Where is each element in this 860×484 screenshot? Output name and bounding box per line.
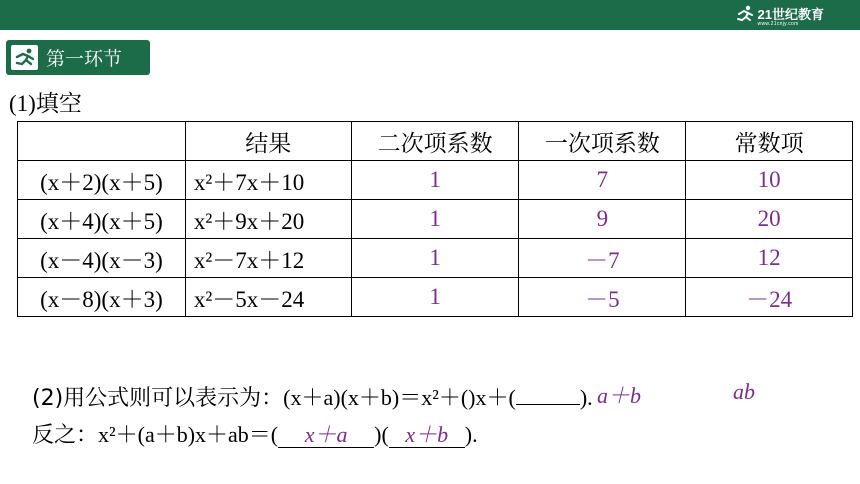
section-title: 第一环节: [46, 48, 123, 70]
question-2-end: ).: [579, 385, 593, 410]
table-row: [18, 200, 853, 239]
answer-factor-2: x＋b: [389, 423, 465, 448]
question-2-middle: )x＋(: [468, 385, 516, 410]
question-3-line: [32, 418, 478, 449]
quadratic-coef-cell: 1: [351, 239, 519, 278]
linear-coef-cell: －7: [519, 239, 686, 278]
header-cell-result: 结果: [185, 122, 351, 161]
header-cell-linear: 一次项系数: [519, 122, 686, 161]
result-cell: x²－7x＋12: [185, 239, 351, 278]
quadratic-coef-cell: 1: [351, 161, 519, 200]
expression-cell: (x－4)(x－3): [18, 239, 186, 278]
expression-cell: (x＋2)(x＋5): [18, 161, 186, 200]
linear-coef-cell: 7: [519, 161, 686, 200]
question-2-line: [32, 381, 593, 412]
logo-text: 21世纪教育: [757, 6, 824, 22]
linear-coef-cell: 9: [519, 200, 686, 239]
question-3-middle: )(: [374, 422, 389, 447]
constant-cell: －24: [686, 278, 853, 317]
runner-logo-icon: [735, 5, 755, 25]
question-3-prefix: 反之：: [32, 423, 99, 448]
quadratic-coef-cell: 1: [351, 278, 519, 317]
coefficient-table: [17, 121, 853, 317]
question-2-formula: (x＋a)(x＋b)＝x²＋(: [283, 385, 469, 410]
expression-cell: (x＋4)(x＋5): [18, 200, 186, 239]
constant-cell: 20: [686, 200, 853, 239]
table-row: [18, 278, 853, 317]
logo-url: www.21cnjy.com: [757, 20, 799, 27]
constant-cell: 10: [686, 161, 853, 200]
expression-cell: (x－8)(x＋3): [18, 278, 186, 317]
result-cell: x²＋7x＋10: [185, 161, 351, 200]
linear-coef-cell: －5: [519, 278, 686, 317]
constant-cell: 12: [686, 239, 853, 278]
question-3-end: ).: [464, 422, 478, 447]
header-cell: [18, 122, 186, 161]
table-row: [18, 161, 853, 200]
answer-factor-1: x＋a: [278, 423, 374, 448]
question-2-prefix: (2)用公式则可以表示为：: [32, 386, 284, 411]
result-cell: x²＋9x＋20: [185, 200, 351, 239]
top-banner: [0, 0, 860, 30]
header-cell-quadratic: 二次项系数: [351, 122, 519, 161]
answer-constant: ab: [733, 379, 755, 404]
table-header-row: [18, 122, 853, 161]
header-cell-constant: 常数项: [686, 122, 853, 161]
answer-blank-constant: [516, 404, 580, 405]
runner-icon: [11, 45, 38, 70]
section-badge: [6, 40, 150, 75]
quadratic-coef-cell: 1: [351, 200, 519, 239]
question-1-label: (1)填空: [9, 91, 82, 116]
brand-logo: [735, 4, 824, 26]
table-row: [18, 239, 853, 278]
result-cell: x²－5x－24: [185, 278, 351, 317]
question-3-formula: x²＋(a＋b)x＋ab＝(: [98, 422, 279, 447]
answer-linear-coef: a＋b: [597, 383, 642, 408]
